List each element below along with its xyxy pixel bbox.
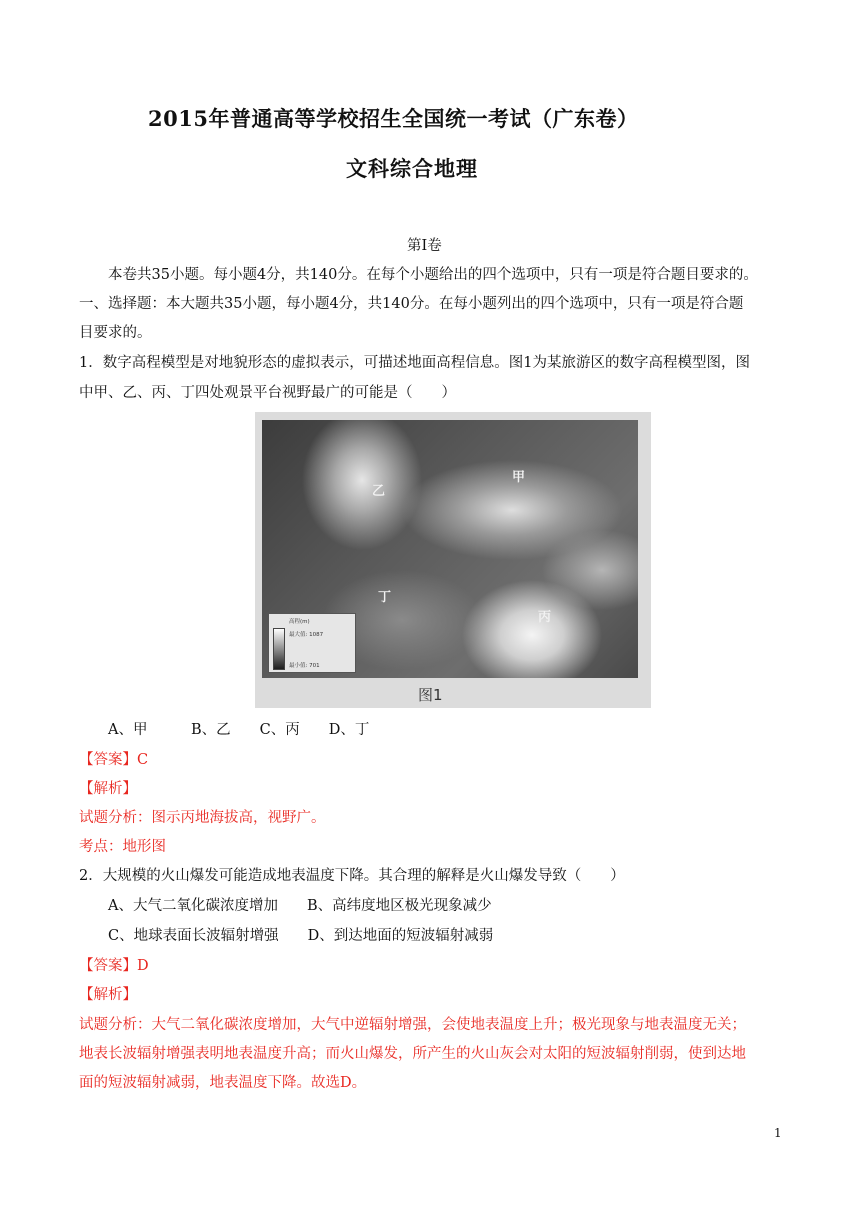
label-jia: 甲 [512,470,526,485]
label-yi: 乙 [372,484,386,499]
q2-analysis-label: 【解析】 [79,987,137,1003]
q1-kaodian: 考点：地形图 [79,839,166,855]
q2-answer: 【答案】D [79,958,149,974]
exam-subtitle: 文科综合地理 [346,156,478,181]
q1-analysis: 试题分析：图示丙地海拔高，视野广。 [79,810,326,826]
page-number: 1 [774,1126,782,1140]
label-ding: 丁 [378,590,392,605]
q2-options-line-2: C、地球表面长波辐射增强 D、到达地面的短波辐射减弱 [108,928,494,944]
figure-caption: 图1 [418,686,443,704]
section-intro: 本卷共35小题。每小题4分，共140分。在每个小题给出的四个选项中，只有一项是符合题目要求的。 [108,267,758,283]
instruction-line-1: 一、选择题：本大题共35小题，每小题4分，共140分。在每小题列出的四个选项中，只有一项是符合题 [79,296,744,312]
q1-options: A、甲 B、乙 C、丙 D、丁 [108,722,370,738]
exam-title: 2015年普通高等学校招生全国统一考试（广东卷） [148,106,639,131]
q1-stem-line-2: 中甲、乙、丙、丁四处观景平台视野最广的可能是（ ） [79,385,456,401]
q2-analysis-line-2: 地表长波辐射增强表明地表温度升高；而火山爆发，所产生的火山灰会对太阳的短波辐射削弱，使到达地 [79,1046,746,1062]
q2-options-line-1: A、大气二氧化碳浓度增加 B、高纬度地区极光现象减少 [108,898,492,914]
legend-color-ramp [273,628,285,670]
legend-high: 最大值: 1087 [289,632,324,638]
legend-low: 最小值: 701 [289,663,320,669]
dem-figure [255,412,651,708]
q2-stem: 2．大规模的火山爆发可能造成地表温度下降。其合理的解释是火山爆发导致（ ） [79,868,625,884]
q1-analysis-label: 【解析】 [79,781,137,797]
q1-stem-line-1: 1．数字高程模型是对地貌形态的虚拟表示，可描述地面高程信息。图1为某旅游区的数字高程模型图，图 [79,355,750,371]
q1-answer: 【答案】C [79,752,149,768]
instruction-line-2: 目要求的。 [79,325,152,341]
q2-analysis-line-1: 试题分析：大气二氧化碳浓度增加，大气中逆辐射增强，会使地表温度上升；极光现象与地表温度无关； [79,1017,746,1033]
elevation-legend [268,613,356,673]
q2-analysis-line-3: 面的短波辐射减弱，地表温度下降。故选D。 [79,1075,367,1091]
elevation-map [262,420,638,678]
legend-title: 高程(m) [289,619,310,625]
label-bing: 丙 [538,610,552,625]
section-title: 第Ⅰ卷 [407,238,442,254]
